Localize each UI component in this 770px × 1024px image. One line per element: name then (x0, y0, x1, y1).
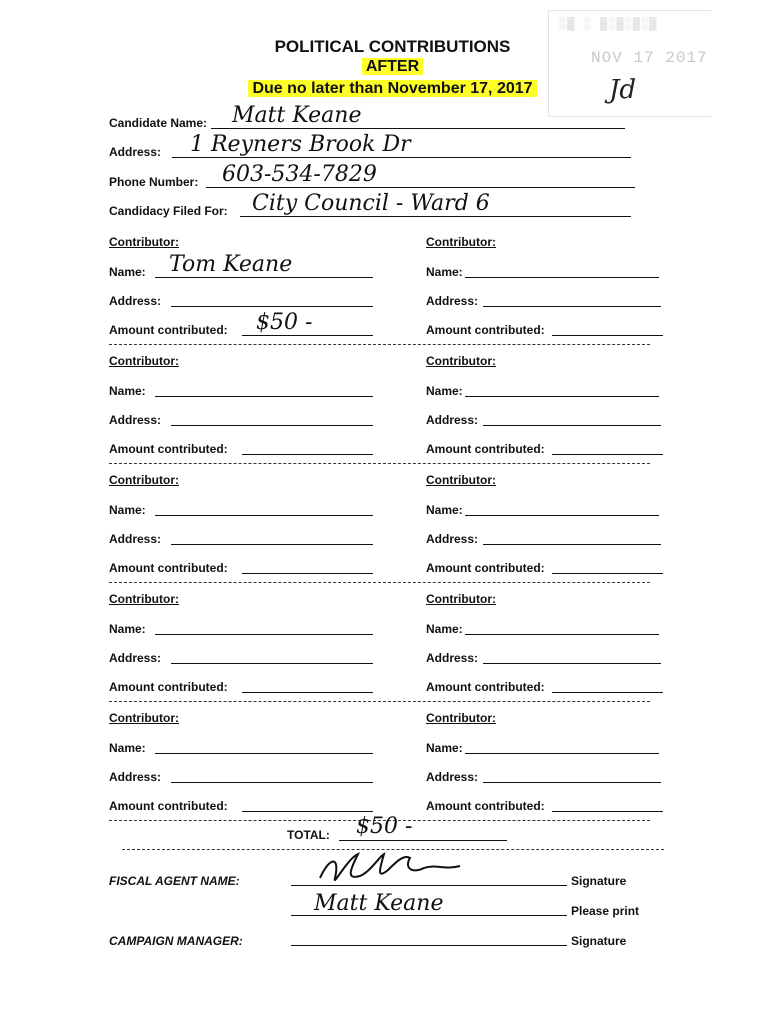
contributor-heading: Contributor: (426, 711, 496, 725)
contributor-address-label: Address: (426, 532, 479, 546)
contributor-name-line (155, 396, 373, 397)
contributor-name-line (155, 753, 373, 754)
candidate-name-label: Candidate Name: (109, 116, 208, 130)
candidate-address-line (172, 157, 631, 158)
row-divider (109, 463, 650, 464)
contributor-amount-line (552, 454, 663, 455)
contributor-heading: Contributor: (426, 354, 496, 368)
contributor-heading: Contributor: (109, 235, 179, 249)
contributor-name-label: Name: (426, 503, 463, 517)
candidacy-label: Candidacy Filed For: (109, 204, 228, 218)
contributor-amount-line (552, 573, 663, 574)
form-title: POLITICAL CONTRIBUTIONS (274, 37, 511, 56)
contributor-name-field[interactable]: Tom Keane (169, 252, 293, 277)
contributor-address-line (483, 663, 661, 664)
contributor-heading: Contributor: (426, 473, 496, 487)
contributor-address-label: Address: (426, 770, 479, 784)
candidate-address-field[interactable]: 1 Reyners Brook Dr (190, 132, 411, 157)
contributor-heading: Contributor: (109, 354, 179, 368)
contributor-name-line (465, 515, 659, 516)
contributor-address-line (171, 425, 373, 426)
contributor-name-label: Name: (426, 265, 463, 279)
contributor-name-line (155, 277, 373, 278)
contributor-address-line (171, 544, 373, 545)
contributor-address-line (483, 782, 661, 783)
contributor-amount-label: Amount contributed: (426, 323, 545, 337)
contributor-address-label: Address: (109, 413, 162, 427)
after-heading: AFTER (0, 58, 770, 76)
contributor-heading: Contributor: (109, 711, 179, 725)
candidate-name-line (211, 128, 625, 129)
phone-line (206, 187, 635, 188)
fiscal-print-label: Please print (571, 904, 640, 918)
contributor-name-label: Name: (426, 741, 463, 755)
contributor-amount-line (242, 573, 373, 574)
contributor-amount-line (242, 811, 373, 812)
contributor-name-label: Name: (109, 622, 146, 636)
total-label: TOTAL: (287, 828, 330, 842)
campaign-signature-line (291, 945, 567, 946)
deadline-heading: Due no later than November 17, 2017 (0, 80, 770, 98)
contributor-address-line (483, 544, 661, 545)
candidate-name-field[interactable]: Matt Keane (232, 103, 362, 128)
contributor-name-line (465, 634, 659, 635)
contributor-amount-field[interactable]: $50 - (256, 310, 313, 335)
contributor-address-line (171, 782, 373, 783)
campaign-signature-label: Signature (571, 934, 627, 948)
contributor-amount-line (242, 335, 373, 336)
contributor-name-line (465, 396, 659, 397)
contributor-address-label: Address: (109, 294, 162, 308)
contributor-amount-label: Amount contributed: (109, 680, 228, 694)
contributor-name-label: Name: (426, 622, 463, 636)
contributor-address-line (483, 306, 661, 307)
total-line (339, 840, 507, 841)
contributor-amount-label: Amount contributed: (426, 799, 545, 813)
contributor-amount-label: Amount contributed: (426, 680, 545, 694)
stamp-initials: Jd (609, 75, 637, 105)
contributor-name-label: Name: (109, 265, 146, 279)
row-divider (109, 582, 650, 583)
contributor-address-label: Address: (426, 413, 479, 427)
contributor-amount-line (552, 692, 663, 693)
total-field[interactable]: $50 - (356, 814, 413, 839)
contributor-heading: Contributor: (109, 592, 179, 606)
candidacy-line (240, 216, 631, 217)
contributor-address-label: Address: (109, 651, 162, 665)
candidate-address-label: Address: (109, 145, 162, 159)
contributor-amount-label: Amount contributed: (426, 442, 545, 456)
contributor-address-label: Address: (109, 770, 162, 784)
contributor-name-line (465, 277, 659, 278)
contributor-name-line (155, 634, 373, 635)
contributor-amount-label: Amount contributed: (426, 561, 545, 575)
contributor-name-line (155, 515, 373, 516)
contributor-address-line (171, 663, 373, 664)
contributor-amount-label: Amount contributed: (109, 442, 228, 456)
contributor-name-label: Name: (426, 384, 463, 398)
contributor-amount-label: Amount contributed: (109, 561, 228, 575)
fiscal-agent-label: FISCAL AGENT NAME: (109, 874, 240, 888)
fiscal-printed-name[interactable]: Matt Keane (314, 891, 444, 916)
contributor-address-line (171, 306, 373, 307)
contributor-amount-line (242, 454, 373, 455)
received-stamp: ▒▓ ▒ ▓▒▓▒▓▒▓ NOV 17 2017 Jd (548, 10, 711, 117)
contributor-amount-label: Amount contributed: (109, 323, 228, 337)
contributor-address-label: Address: (426, 294, 479, 308)
contributor-address-label: Address: (109, 532, 162, 546)
fiscal-signature-line (291, 885, 567, 886)
contributor-amount-line (242, 692, 373, 693)
campaign-manager-label: CAMPAIGN MANAGER: (109, 934, 243, 948)
contributor-heading: Contributor: (109, 473, 179, 487)
contributor-amount-line (552, 811, 663, 812)
contributor-address-line (483, 425, 661, 426)
contributor-name-label: Name: (109, 503, 146, 517)
contributor-heading: Contributor: (426, 592, 496, 606)
fiscal-signature-label: Signature (571, 874, 627, 888)
phone-label: Phone Number: (109, 175, 199, 189)
candidacy-field[interactable]: City Council - Ward 6 (252, 191, 490, 216)
fiscal-print-line (291, 915, 567, 916)
row-divider (109, 344, 650, 345)
contributor-name-label: Name: (109, 384, 146, 398)
phone-field[interactable]: 603-534-7829 (222, 162, 377, 187)
contributor-heading: Contributor: (426, 235, 496, 249)
contributor-name-line (465, 753, 659, 754)
row-divider (109, 701, 650, 702)
contributor-amount-label: Amount contributed: (109, 799, 228, 813)
contributor-address-label: Address: (426, 651, 479, 665)
stamp-date: NOV 17 2017 (591, 49, 708, 67)
contributor-name-label: Name: (109, 741, 146, 755)
contributor-amount-line (552, 335, 663, 336)
